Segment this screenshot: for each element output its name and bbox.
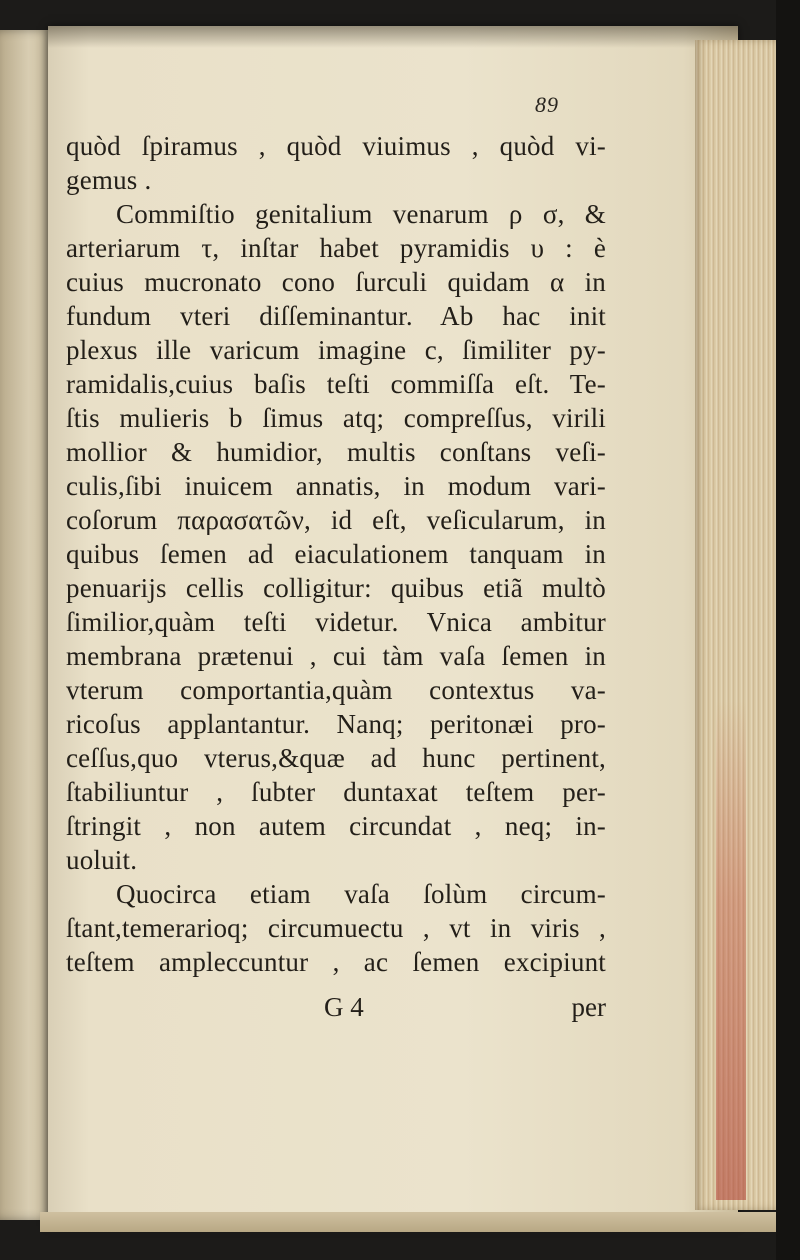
text-line: ſimilior,quàm teſti videtur. Vnica ambitur (66, 607, 606, 637)
text-line: fundum vteri diſſeminantur. Ab hac init (66, 301, 606, 331)
text-line: vterum comportantia,quàm contextus va- (66, 675, 606, 705)
text-line: cuius mucronato cono ſurculi quidam α in (66, 267, 606, 297)
text-line: ſtis mulieris b ſimus atq; compreſſus, virili (66, 403, 606, 433)
text-line: quibus ſemen ad eiaculationem tanquam in (66, 539, 606, 569)
page-bottom-edge (40, 1212, 776, 1232)
text-line: quòd ſpiramus , quòd viuimus , quòd vi- (66, 131, 606, 161)
text-line: ſtabiliuntur , ſubter duntaxat teſtem per- (66, 777, 606, 807)
text-line: arteriarum τ, inſtar habet pyramidis υ : è (66, 233, 606, 263)
red-edge-tint (716, 700, 746, 1200)
facing-page-edge (0, 30, 52, 1220)
text-line: membrana prætenui , cui tàm vaſa ſemen in (66, 641, 606, 671)
text-line: ramidalis,cuius baſis teſti commiſſa eſt. Te- (66, 369, 606, 399)
signature-mark: G 4 (324, 992, 364, 1022)
text-line: culis,ſibi inuicem annatis, in modum vari- (66, 471, 606, 501)
text-line: Quocirca etiam vaſa ſolùm circum- (116, 879, 606, 909)
text-line: plexus ille varicum imagine c, ſimiliter py- (66, 335, 606, 365)
text-line: mollior & humidior, multis conſtans veſi- (66, 437, 606, 467)
text-line: Commiſtio genitalium venarum ρ σ, & (116, 199, 606, 229)
background-dark-strip (776, 0, 800, 1260)
text-line: ceſſus,quo vterus,&quæ ad hunc pertinent, (66, 743, 606, 773)
text-line: uoluit. (66, 845, 138, 875)
text-line: ſtant,temerarioq; circumuectu , vt in viris , (66, 913, 606, 943)
text-line: penuarijs cellis colligitur: quibus etiã multò (66, 573, 606, 603)
text-line: teſtem ampleccuntur , ac ſemen excipiunt (66, 947, 606, 977)
page-number: 89 (535, 92, 559, 117)
page-footer (66, 992, 606, 1026)
catchword: per (571, 992, 606, 1022)
text-line: gemus . (66, 165, 152, 195)
text-line: ſtringit , non autem circundat , neq; in- (66, 811, 606, 841)
text-line: coſorum παρασατῶν, id eſt, veſicularum, in (66, 505, 606, 535)
page-top-shadow (48, 26, 738, 48)
text-line: ricoſus applantantur. Nanq; peritonæi pro- (66, 709, 606, 739)
